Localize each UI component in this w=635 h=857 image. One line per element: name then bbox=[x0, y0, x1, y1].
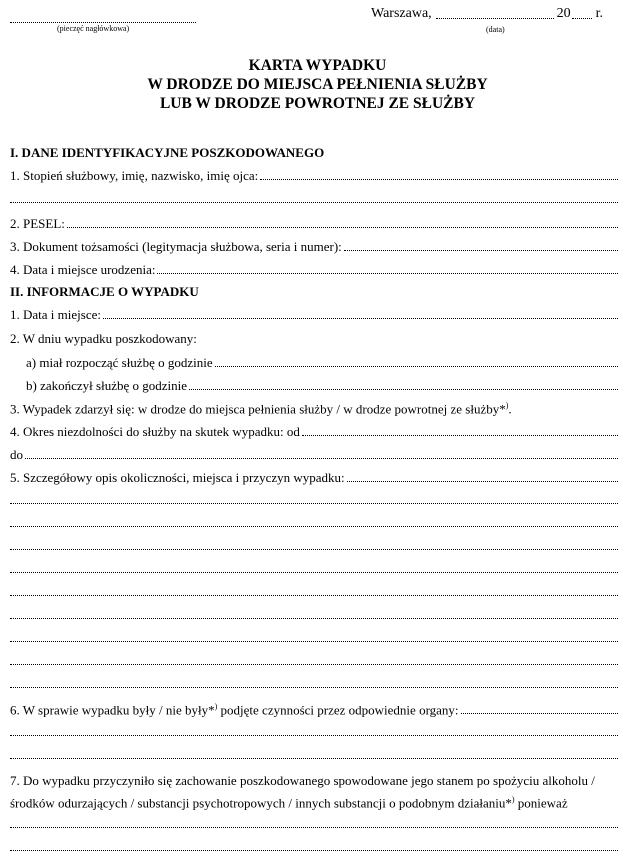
contribution-text-2a: środków odurzających / substancji psychotropowych / innych substancji o podobnym działaniu* bbox=[10, 795, 512, 810]
actions-line[interactable] bbox=[10, 735, 618, 736]
field-start-time bbox=[26, 351, 618, 371]
route-footnote-mark: ) bbox=[505, 400, 509, 410]
route-period: . bbox=[508, 401, 512, 416]
contribution-text-2 bbox=[10, 795, 570, 811]
actions-line[interactable] bbox=[10, 758, 618, 759]
field-pesel-input[interactable] bbox=[67, 227, 618, 228]
form-title bbox=[0, 56, 635, 113]
field-rank-name-label: 1. Stopień służbowy, imię, nazwisko, imię ojca: bbox=[10, 168, 259, 183]
field-end-time-label: b) zakończył służbę o godzinie bbox=[26, 378, 187, 393]
field-end-time bbox=[26, 374, 618, 394]
field-incapacity-from-input[interactable] bbox=[302, 435, 618, 436]
description-line[interactable] bbox=[10, 526, 618, 527]
field-incapacity-from bbox=[10, 420, 618, 440]
field-contribution-line-2 bbox=[10, 791, 618, 811]
actions-text-b: podjęte czynności przez odpowiednie organy: bbox=[217, 702, 459, 717]
city-label: Warszawa, bbox=[371, 6, 432, 21]
field-birth bbox=[10, 258, 618, 278]
year-prefix: 20 bbox=[556, 6, 571, 21]
actions-footnote-mark: ) bbox=[214, 701, 218, 711]
field-accident-route-label bbox=[10, 401, 514, 417]
date-field[interactable] bbox=[436, 6, 554, 19]
actions-text-a: 6. W sprawie wypadku były / nie były* bbox=[10, 702, 215, 717]
year-suffix: r. bbox=[595, 6, 604, 21]
field-description-input[interactable] bbox=[347, 481, 618, 482]
field-accident-day bbox=[10, 327, 618, 347]
description-line[interactable] bbox=[10, 549, 618, 550]
field-accident-day-label: 2. W dniu wypadku poszkodowany: bbox=[10, 331, 197, 346]
description-line[interactable] bbox=[10, 687, 618, 688]
stamp-field[interactable] bbox=[10, 9, 196, 23]
description-line[interactable] bbox=[10, 618, 618, 619]
field-actions bbox=[10, 698, 618, 718]
field-description bbox=[10, 466, 618, 486]
title-line-3: LUB W DRODZE POWROTNEJ ZE SŁUŻBY bbox=[159, 95, 476, 112]
year-field[interactable] bbox=[572, 6, 592, 19]
description-line[interactable] bbox=[10, 572, 618, 573]
field-accident-date-place-input[interactable] bbox=[103, 318, 618, 319]
field-rank-name-input[interactable] bbox=[260, 179, 618, 180]
field-incapacity-to-label: do bbox=[10, 447, 23, 462]
date-caption: (data) bbox=[486, 25, 505, 34]
field-description-label: 5. Szczegółowy opis okoliczności, miejsca i przyczyn wypadku: bbox=[10, 470, 345, 485]
contribution-line[interactable] bbox=[10, 827, 618, 828]
route-text: 3. Wypadek zdarzył się: w drodze do miejsca pełnienia służby / w drodze powrotnej ze służby* bbox=[10, 401, 506, 416]
field-pesel bbox=[10, 212, 618, 232]
field-start-time-label: a) miał rozpocząć służbę o godzinie bbox=[26, 355, 213, 370]
place-date-line bbox=[371, 6, 603, 22]
field-start-time-input[interactable] bbox=[215, 366, 618, 367]
description-line[interactable] bbox=[10, 664, 618, 665]
field-birth-label: 4. Data i miejsce urodzenia: bbox=[10, 262, 156, 277]
contribution-line[interactable] bbox=[10, 850, 618, 851]
section-1-heading: I. DANE IDENTYFIKACYJNE POSZKODOWANEGO bbox=[10, 145, 325, 160]
contribution-footnote-mark: ) bbox=[511, 794, 515, 804]
section-2-heading: II. INFORMACJE O WYPADKU bbox=[10, 284, 199, 299]
field-id-document-label: 3. Dokument tożsamości (legitymacja służbowa, seria i numer): bbox=[10, 239, 342, 254]
description-line[interactable] bbox=[10, 503, 618, 504]
field-accident-date-place-label: 1. Data i miejsce: bbox=[10, 307, 101, 322]
title-line-2: W DRODZE DO MIEJSCA PEŁNIENIA SŁUŻBY bbox=[147, 76, 488, 93]
field-rank-name bbox=[10, 164, 618, 184]
field-contribution-line-1 bbox=[10, 769, 618, 789]
field-rank-name-continuation[interactable] bbox=[10, 202, 618, 203]
contribution-text-2b: ponieważ bbox=[514, 795, 568, 810]
description-line[interactable] bbox=[10, 595, 618, 596]
field-accident-route bbox=[10, 397, 618, 417]
field-incapacity-to bbox=[10, 443, 618, 463]
field-actions-input[interactable] bbox=[461, 713, 618, 714]
field-end-time-input[interactable] bbox=[189, 389, 618, 390]
field-birth-input[interactable] bbox=[157, 273, 618, 274]
field-accident-date-place bbox=[10, 303, 618, 323]
description-line[interactable] bbox=[10, 641, 618, 642]
title-line-1: KARTA WYPADKU bbox=[248, 57, 387, 74]
field-id-document-input[interactable] bbox=[344, 250, 618, 251]
field-actions-label bbox=[10, 702, 461, 718]
field-incapacity-from-label: 4. Okres niezdolności do służby na skutek wypadku: od bbox=[10, 424, 300, 439]
contribution-text-1: 7. Do wypadku przyczyniło się zachowanie poszkodowanego spowodowane jego stanem po spożyciu alkoholu / bbox=[10, 773, 595, 788]
stamp-caption: (pieczęć nagłówkowa) bbox=[57, 24, 130, 33]
field-pesel-label: 2. PESEL: bbox=[10, 216, 65, 231]
field-id-document bbox=[10, 235, 618, 255]
field-incapacity-to-input[interactable] bbox=[25, 458, 618, 459]
